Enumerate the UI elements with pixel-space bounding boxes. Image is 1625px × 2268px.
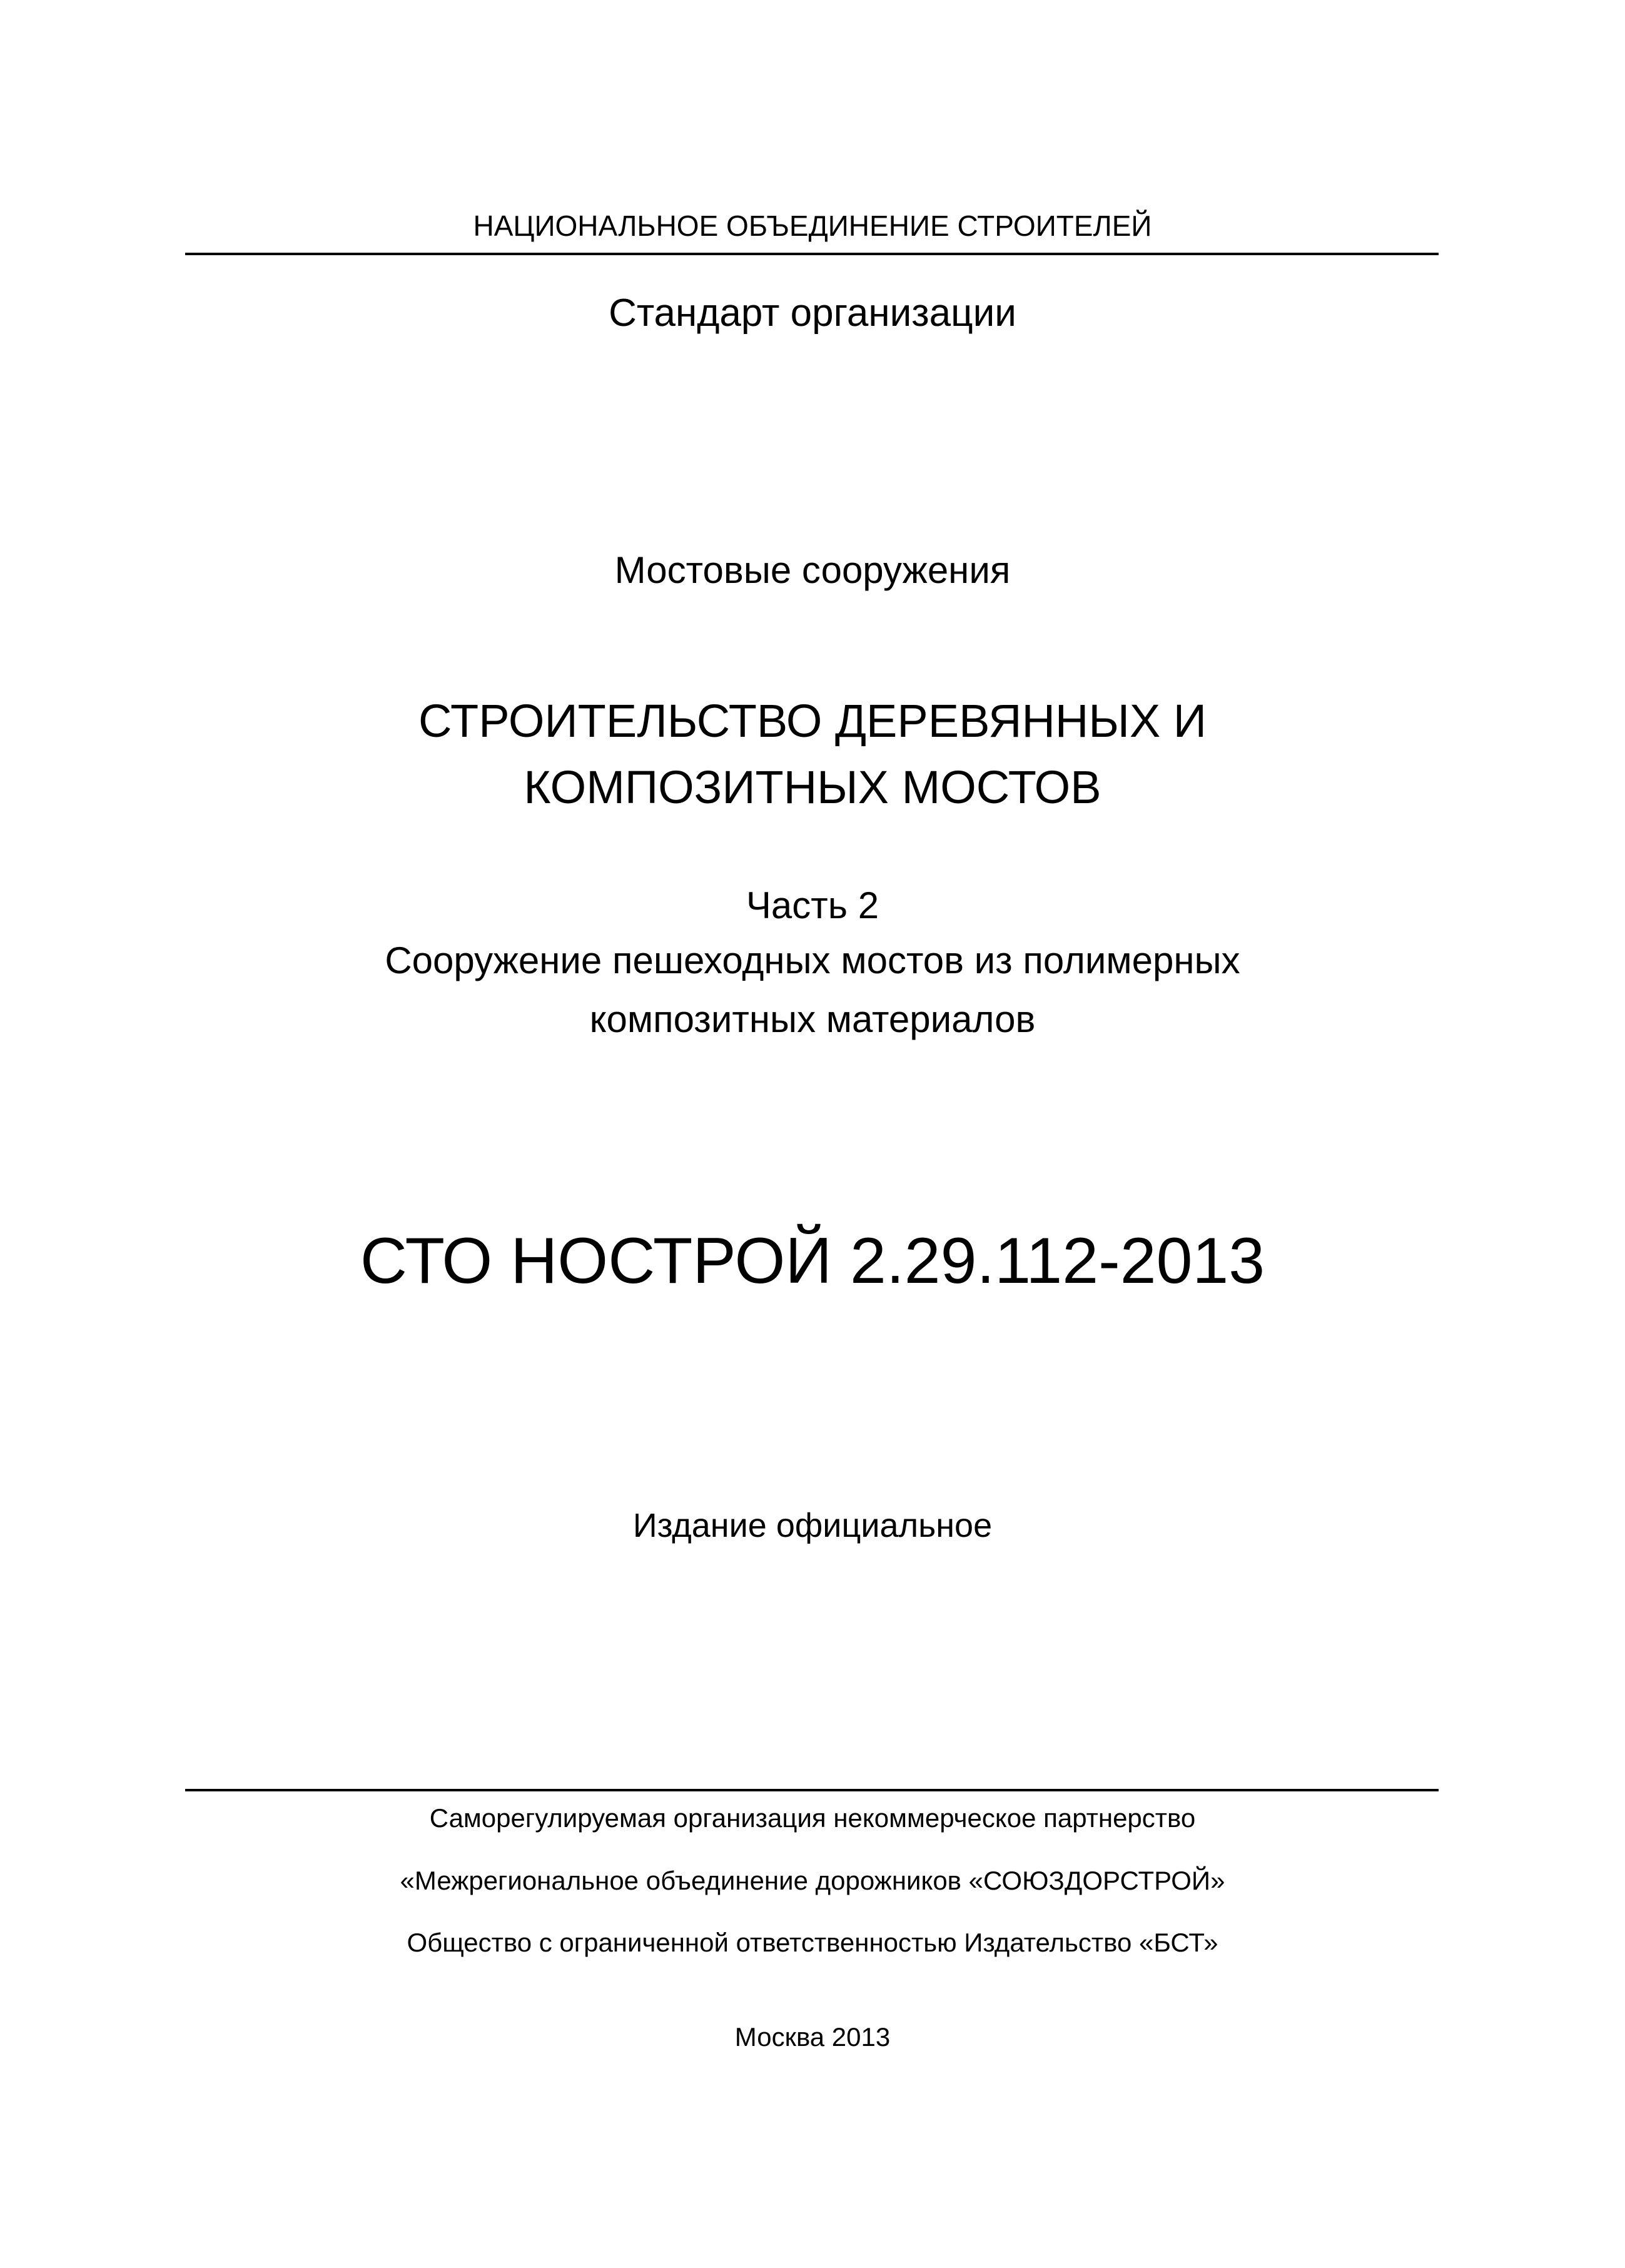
publisher-line-1: Саморегулируемая организация некоммерческое партнерство xyxy=(429,1803,1196,1833)
publisher-line-3: Общество с ограниченной ответственностью Издательство «БСТ» xyxy=(407,1928,1218,1957)
publisher-line-2: «Межрегиональное объединение дорожников «СОЮЗДОРСТРОЙ» xyxy=(400,1866,1225,1895)
main-title-line-2: КОМПОЗИТНЫХ МОСТОВ xyxy=(524,761,1101,813)
part-label: Часть 2 xyxy=(746,884,879,926)
part-title-line-2: композитных материалов xyxy=(589,998,1036,1040)
main-title-line-1: СТРОИТЕЛЬСТВО ДЕРЕВЯННЫХ И xyxy=(418,695,1207,747)
edition-label: Издание официальное xyxy=(632,1507,993,1544)
part-title-line-1: Сооружение пешеходных мостов из полимерных xyxy=(385,939,1240,981)
header-divider xyxy=(185,253,1439,255)
series-title: Мостовые сооружения xyxy=(614,549,1011,591)
city-year: Москва 2013 xyxy=(734,2022,891,2052)
organization-header: НАЦИОНАЛЬНОЕ ОБЪЕДИНЕНИЕ СТРОИТЕЛЕЙ xyxy=(473,210,1152,242)
document-type-subtitle: Стандарт организации xyxy=(609,291,1016,335)
footer-divider xyxy=(185,1789,1439,1791)
document-number: СТО НОСТРОЙ 2.29.112-2013 xyxy=(360,1225,1265,1297)
